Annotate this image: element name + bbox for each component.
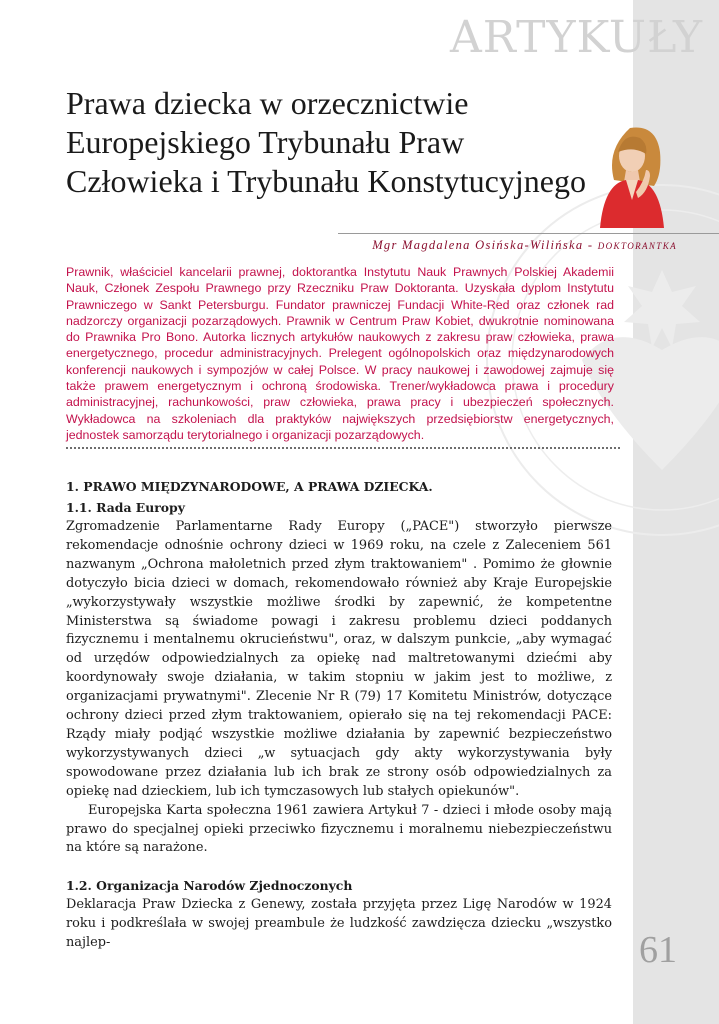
title-line: Prawa dziecka w orzecznictwie — [66, 85, 469, 121]
author-bio: Prawnik, właściciel kancelarii prawnej, doktorantka Instytutu Nauk Prawnych Polskiej Akademii Nauk, Członek Zespołu Prawnego przy Rzeczniku Praw Doktoranta. Uzyskała dyplom Instytutu Prawniczego w Sankt Petersburgu. Fundator prawniczej Fundacji White-Red oraz członek rad nadzorczy organizacji pozarządowych. Prawnik w Centrum Praw Kobiet, dwukrotnie nominowana do Prawnika Pro Bono. Autorka licznych artykułów naukowych z zakresu praw człowieka, prawa energetycznego, procedur administracyjnych. Prelegent ogólnopolskich oraz międzynarodowych konferencji naukowych i sympozjów w całej Polsce. W pracy naukowej i zawodowej zajmuje się także prawem energetycznym i ochroną środowiska. Trener/wykładowca prawa i procedury administracyjnej, rachunkowości, praw człowieka, prawa pracy i ubezpieczeń społecznych. Wykładowca na szkoleniach dla praktyków największych przedsiębiorstw energetycznych, jednostek samorządu terytorialnego i organizacji pozarządowych. — [66, 265, 614, 442]
title-line: Człowieka i Trybunału Konstytucyjnego — [66, 163, 586, 199]
page-number: 61 — [639, 929, 677, 971]
subsection-heading: 1.2. Organizacja Narodów Zjednoczonych — [66, 878, 353, 894]
article-body — [66, 476, 612, 953]
section-label: ARTYKUŁY — [450, 12, 703, 63]
subsection-heading: 1.1. Rada Europy — [66, 500, 185, 515]
article-title — [66, 84, 606, 201]
author-portrait — [596, 122, 668, 228]
section-heading: 1. PRAWO MIĘDZYNARODOWE, A PRAWA DZIECKA. — [66, 479, 433, 494]
author-role: DOKTORANTKA — [597, 241, 677, 251]
paragraph: Zgromadzenie Parlamentarne Rady Europy („PACE") stworzyło pierwsze rekomendacje odnośnie ochrony dzieci w 1969 roku, na czele z Zaleceniem 561 nazwanym „Ochrona małoletnich przed złym traktowaniem" . Pomimo że głownie dotyczyło bicia dzieci w domach, rekomendowało również aby Kraje Europejskie „wykorzystywały wszystkie możliwe środki by zapewnić, że kompetentne Ministerstwa są świadome powagi i zakresu problemu dzieci poddanych fizycznemu i mentalnemu okrucieństwu", oraz, w dalszym punkcie, „aby wymagać od urzędów odpowiedzialnych za opiekę nad maltretowanymi dziećmi aby koordynowały swoje działania, w takim stopniu w jakim jest to możliwe, z organizacjami prywatnymi". Zlecenie Nr R (79) 17 Komitetu Ministrów, dotyczące ochrony dzieci przed złym traktowaniem, opierało się na tej rekomendacji PACE: Rządy miały podjąć wszystkie możliwe działania by zapewnić bezpieczeństwo wykorzystywanych dzieci „w sytuacjach gdy akty wykorzystywania były spowodowane przez działania lub ich brak ze strony osób odpowiedzialnych za opiekę nad dzieckiem, lub ich tymczasowych lub stałych opiekunów". — [66, 519, 612, 799]
author-name: Mgr Magdalena Osińska-Wilińska — [372, 238, 584, 252]
title-line: Europejskiego Trybunału Praw — [66, 124, 465, 160]
author-byline — [372, 238, 677, 253]
author-separator: - — [583, 238, 598, 252]
dotted-divider — [66, 447, 620, 450]
paragraph: Deklaracja Praw Dziecka z Genewy, została przyjęta przez Ligę Narodów w 1924 roku i podkreślała w swojej preambule że ludzkość zawdzięcza dziecku „wszystko najlep- — [66, 897, 612, 951]
author-rule — [338, 233, 719, 234]
paragraph: Europejska Karta społeczna 1961 zawiera Artykuł 7 - dzieci i młode osoby mają prawo do specjalnej opieki przeciwko fizycznemu i moralnemu niebezpieczeństwu na które są narażone. — [66, 802, 612, 856]
